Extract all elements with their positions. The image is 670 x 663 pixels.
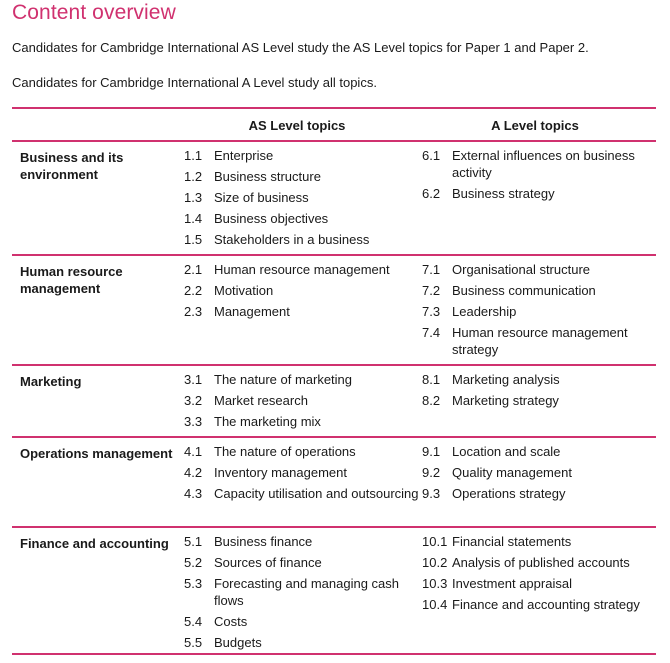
list-item [422, 596, 654, 613]
topic-title: Management [214, 304, 290, 319]
table-row [12, 366, 656, 436]
topic-number: 8.2 [422, 393, 441, 408]
table-row [12, 142, 656, 254]
topic-number: 5.5 [184, 635, 203, 650]
table-row [12, 528, 656, 653]
topic-title: Leadership [452, 304, 517, 319]
topic-title: Forecasting and managing cash flows [214, 576, 400, 608]
topic-title: Costs [214, 614, 248, 629]
topic-number: 5.4 [184, 614, 203, 629]
section-name: Business and its environment [20, 150, 124, 182]
a-level-topic-list [422, 443, 654, 506]
list-item [422, 371, 654, 388]
list-item [184, 554, 419, 571]
topic-title: Business strategy [452, 186, 555, 201]
section-name: Operations management [20, 446, 173, 461]
content-overview-table [12, 107, 656, 655]
intro-paragraph-a: Candidates for Cambridge International A Level study all topics. [12, 75, 377, 90]
topic-title: Stakeholders in a business [214, 232, 370, 247]
list-item [184, 168, 419, 185]
topic-number: 1.4 [184, 211, 203, 226]
topic-number: 10.4 [422, 597, 448, 612]
list-item [184, 413, 419, 430]
as-level-topic-list [184, 371, 419, 434]
topic-title: Budgets [214, 635, 262, 650]
list-item [422, 324, 654, 358]
list-item [184, 189, 419, 206]
list-item [184, 231, 419, 248]
topic-title: Business communication [452, 283, 596, 298]
topic-number: 7.1 [422, 262, 441, 277]
topic-number: 1.5 [184, 232, 203, 247]
topic-title: The marketing mix [214, 414, 321, 429]
list-item [184, 485, 419, 502]
topic-title: Finance and accounting strategy [452, 597, 640, 612]
list-item [184, 575, 419, 609]
topic-number: 8.1 [422, 372, 441, 387]
list-item [184, 282, 419, 299]
topic-title: Capacity utilisation and outsourcing [214, 486, 419, 501]
list-item [184, 464, 419, 481]
topic-number: 9.2 [422, 465, 441, 480]
topic-number: 9.3 [422, 486, 441, 501]
intro-paragraph-as: Candidates for Cambridge International AS Level study the AS Level topics for Paper 1 and Paper 2. [12, 40, 589, 55]
list-item [422, 464, 654, 481]
list-item [422, 554, 654, 571]
topic-number: 10.3 [422, 576, 448, 591]
list-item [422, 533, 654, 550]
list-item [184, 443, 419, 460]
table-header-row [12, 109, 656, 140]
topic-title: Marketing analysis [452, 372, 560, 387]
section-name: Marketing [20, 374, 82, 389]
topic-number: 3.1 [184, 372, 203, 387]
topic-title: Marketing strategy [452, 393, 559, 408]
topic-title: Financial statements [452, 534, 572, 549]
topic-title: Size of business [214, 190, 309, 205]
topic-number: 4.3 [184, 486, 203, 501]
as-level-topic-list [184, 147, 419, 252]
topic-number: 5.2 [184, 555, 203, 570]
topic-title: Human resource management strategy [452, 325, 628, 357]
topic-number: 7.3 [422, 304, 441, 319]
topic-title: Business objectives [214, 211, 329, 226]
list-item [422, 485, 654, 502]
topic-number: 6.1 [422, 148, 441, 163]
header-a-level-topics: A Level topics [491, 118, 579, 133]
table-row [12, 438, 656, 526]
list-item [184, 261, 419, 278]
topic-number: 2.1 [184, 262, 203, 277]
topic-number: 1.3 [184, 190, 203, 205]
topic-title: Analysis of published accounts [452, 555, 630, 570]
as-level-topic-list [184, 443, 419, 506]
topic-number: 4.1 [184, 444, 203, 459]
topic-number: 1.2 [184, 169, 203, 184]
topic-number: 7.4 [422, 325, 441, 340]
topic-title: Enterprise [214, 148, 274, 163]
list-item [422, 261, 654, 278]
topic-number: 10.1 [422, 534, 448, 549]
page-title: Content overview [12, 1, 176, 24]
topic-title: External influences on business activity [452, 148, 635, 180]
list-item [184, 634, 419, 651]
a-level-topic-list [422, 371, 654, 413]
list-item [184, 533, 419, 550]
topic-number: 4.2 [184, 465, 203, 480]
topic-title: Business finance [214, 534, 313, 549]
topic-title: The nature of operations [214, 444, 356, 459]
list-item [184, 613, 419, 630]
topic-number: 10.2 [422, 555, 448, 570]
list-item [184, 392, 419, 409]
section-name: Finance and accounting [20, 536, 169, 551]
list-item [184, 147, 419, 164]
list-item [422, 303, 654, 320]
topic-title: Location and scale [452, 444, 561, 459]
topic-title: Inventory management [214, 465, 347, 480]
topic-number: 3.3 [184, 414, 203, 429]
list-item [184, 303, 419, 320]
topic-number: 2.3 [184, 304, 203, 319]
list-item [422, 575, 654, 592]
topic-number: 3.2 [184, 393, 203, 408]
topic-title: Organisational structure [452, 262, 591, 277]
a-level-topic-list [422, 147, 654, 206]
topic-title: Operations strategy [452, 486, 566, 501]
section-name: Human resource management [20, 264, 123, 296]
topic-title: Sources of finance [214, 555, 322, 570]
topic-number: 7.2 [422, 283, 441, 298]
list-item [422, 443, 654, 460]
list-item [422, 282, 654, 299]
topic-title: Market research [214, 393, 308, 408]
topic-title: Investment appraisal [452, 576, 572, 591]
topic-number: 1.1 [184, 148, 203, 163]
list-item [422, 392, 654, 409]
list-item [184, 371, 419, 388]
topic-number: 6.2 [422, 186, 441, 201]
list-item [184, 210, 419, 227]
as-level-topic-list [184, 261, 419, 324]
as-level-topic-list [184, 533, 419, 655]
topic-number: 5.3 [184, 576, 203, 591]
topic-title: Motivation [214, 283, 274, 298]
topic-title: Business structure [214, 169, 321, 184]
topic-number: 2.2 [184, 283, 203, 298]
topic-title: The nature of marketing [214, 372, 353, 387]
a-level-topic-list [422, 261, 654, 362]
topic-number: 9.1 [422, 444, 441, 459]
list-item [422, 147, 654, 181]
a-level-topic-list [422, 533, 654, 617]
list-item [422, 185, 654, 202]
header-as-level-topics: AS Level topics [248, 118, 346, 133]
table-row [12, 256, 656, 364]
table-body [12, 142, 656, 655]
topic-number: 5.1 [184, 534, 203, 549]
topic-title: Quality management [452, 465, 572, 480]
topic-title: Human resource management [214, 262, 390, 277]
